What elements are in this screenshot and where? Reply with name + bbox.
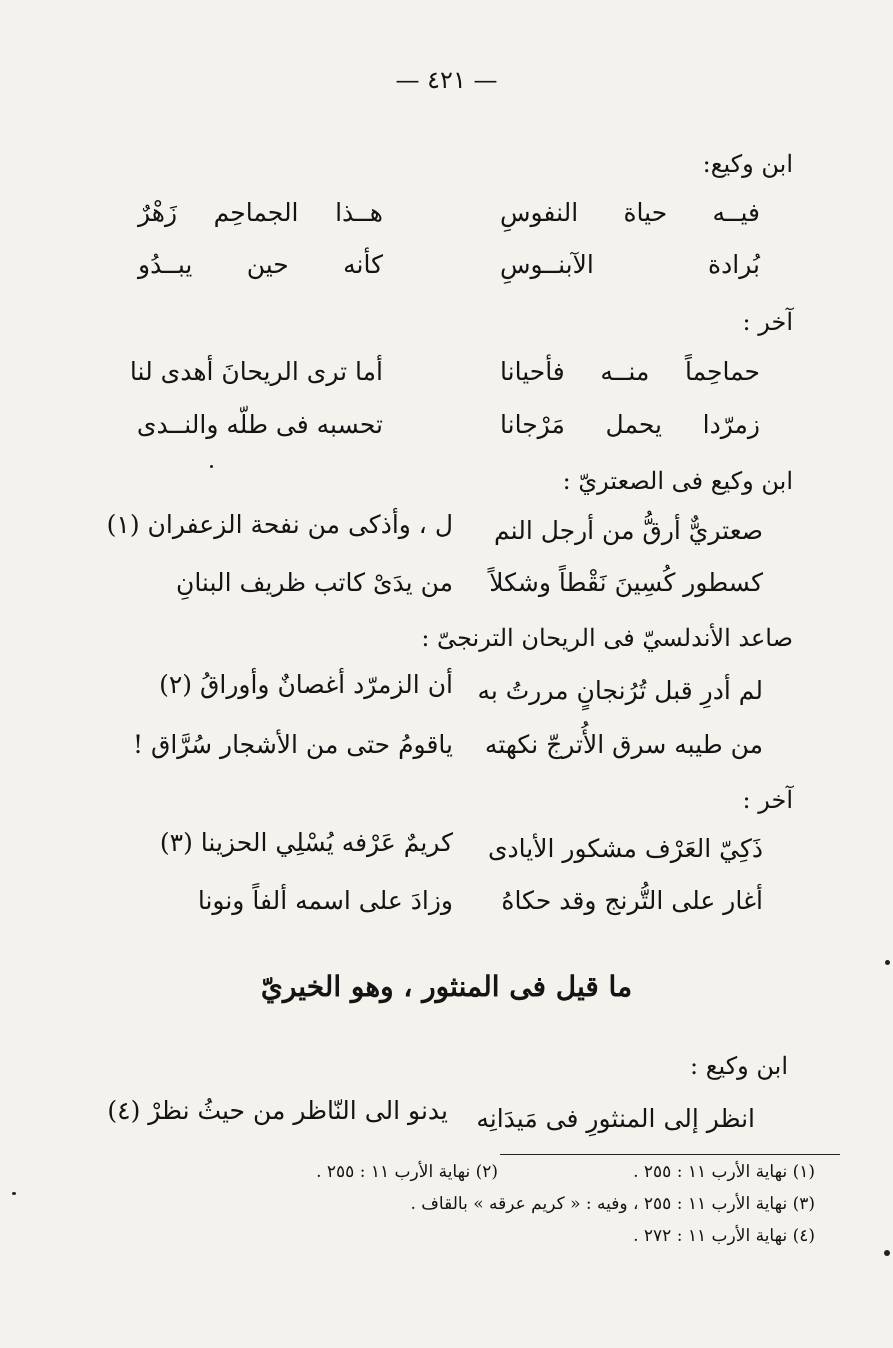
verse-hemistich-first: أغار على التُّرنج وقد حكاهُ [501,886,763,915]
verse-hemistich-first: انظر إلى المنثورِ فى مَيدَانِه [476,1104,755,1133]
poet-heading: ابن وكيع: [702,150,793,178]
verse-hemistich-second: فيــه حياة النفوسِ [500,198,760,227]
verse-hemistich-first: تحسبه فى طلّه والنــدى [136,410,383,439]
poet-heading: ابن وكيع : [690,1052,788,1080]
verse-hemistich-second: بُرادة الآبنــوسِ [500,250,760,279]
scan-speck [884,1250,890,1256]
verse-hemistich-second: ياقومُ حتى من الأشجار سُرَّاق ! [132,730,453,759]
verse-hemistich-first: صعتريٌّ أرقُّ من أرجل النم [494,516,763,545]
footnote: (٢) نهاية الأرب ١١ : ٢٥٥ . [316,1162,498,1182]
poet-heading: صاعد الأندلسيّ فى الريحان الترنجىّ : [421,624,793,652]
verse-hemistich-first: كأنه حين يبــدُو [138,250,383,279]
poet-heading: ابن وكيع فى الصعتريّ : [562,467,793,495]
verse-hemistich-second: يدنو الى النّاظر من حيثُ نظرْ (٤) [107,1096,448,1125]
verse-hemistich-first: لم أدرِ قبل تُرُنجانٍ مررتُ به [477,676,763,705]
verse-hemistich-second: من يدَىْ كاتب ظريف البنانِ [175,568,453,597]
scan-speck [210,465,213,468]
poet-heading: آخر : [742,786,793,814]
verse-hemistich-first: هــذا الجماحِم زَهْرٌ [138,198,383,227]
footnote: (١) نهاية الأرب ١١ : ٢٥٥ . [633,1162,815,1182]
poet-heading: آخر : [742,308,793,336]
verse-hemistich-second: أن الزمرّد أغصانٌ وأوراقُ (٢) [159,670,453,699]
page-number: — ٤٢١ — [395,66,498,94]
verse-hemistich-second: وزادَ على اسمه ألفاً ونونا [197,886,453,915]
verse-hemistich-second: زمرّدا يحمل مَرْجانا [500,410,760,439]
verse-hemistich-first: أما ترى الريحانَ أهدى لنا [129,357,383,386]
footnote: (٤) نهاية الأرب ١١ : ٢٧٢ . [633,1226,815,1246]
verse-hemistich-first: من طيبه سرق الأُترجّ نكهته [484,730,763,759]
verse-hemistich-second: ل ، وأذكى من نفحة الزعفران (١) [106,510,453,539]
verse-hemistich-second: حماحِماً منــه فأحيانا [500,357,760,386]
footnote: (٣) نهاية الأرب ١١ : ٢٥٥ ، وفيه : « كريم عرقه » بالقاف . [410,1194,815,1214]
chapter-title: ما قيل فى المنثور ، وهو الخيريّ [260,970,633,1003]
scan-speck [12,1192,16,1195]
footnote-separator [500,1154,840,1155]
scan-speck [885,960,890,965]
verse-hemistich-first: كسطور كُسِينَ نَقْطاً وشكلاً [489,568,763,597]
verse-hemistich-first: ذَكِيّ العَرْف مشكور الأيادى [487,834,763,863]
verse-hemistich-second: كريمٌ عَرْفه يُسْلِي الحزينا (٣) [159,828,453,857]
